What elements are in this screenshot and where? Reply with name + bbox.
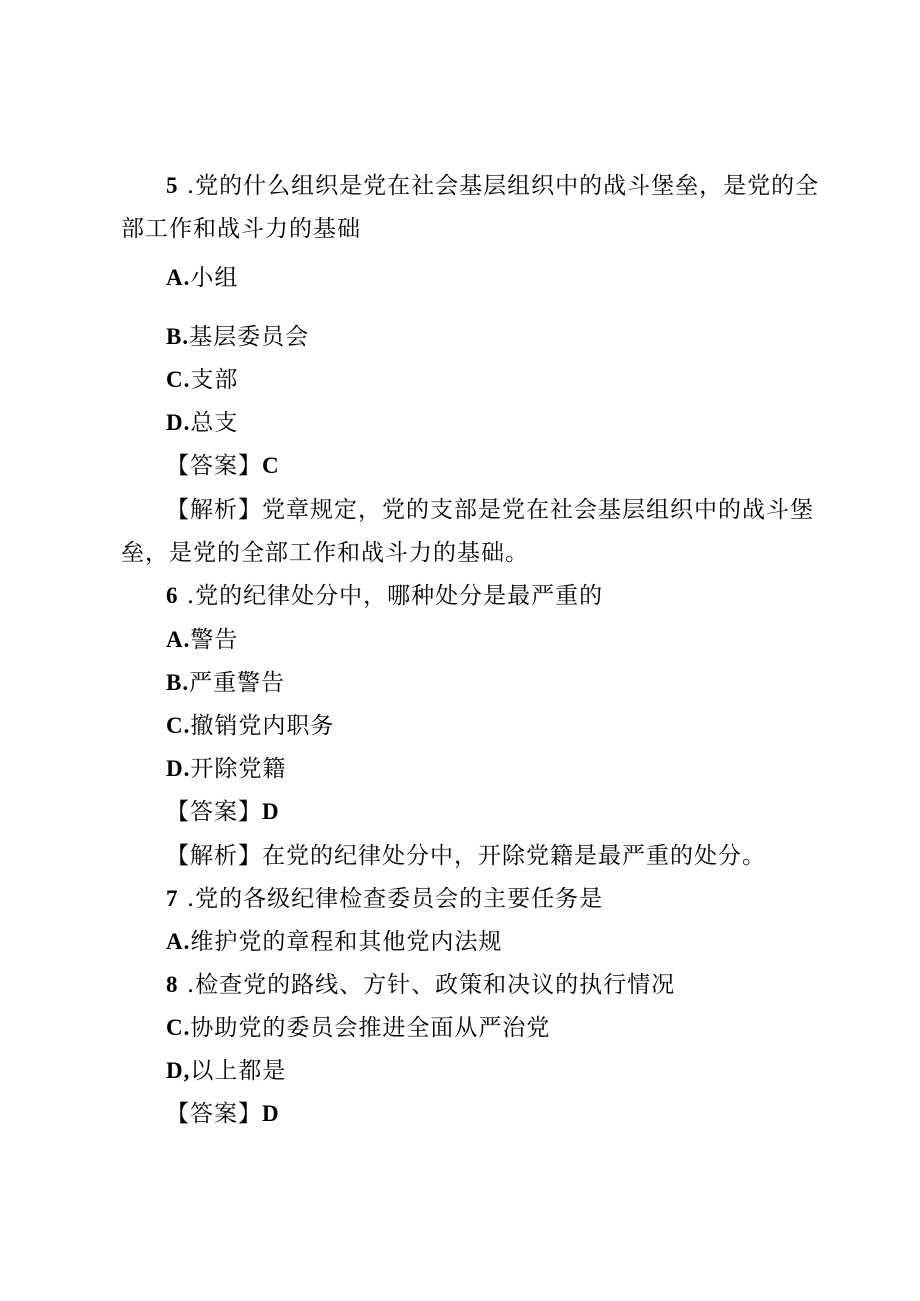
answer-label: 【答案】: [166, 1101, 262, 1127]
question-5-line-1: [166, 172, 819, 200]
option-text: 支部: [190, 367, 239, 393]
option-letter: B.: [166, 324, 190, 349]
q5-option-b: [166, 323, 309, 351]
q5-option-d: [166, 409, 238, 437]
option-letter: C.: [166, 367, 191, 392]
option-letter: A.: [166, 265, 191, 290]
analysis-text: 【解析】在党的纪律处分中，开除党籍是最严重的处分。: [166, 843, 766, 869]
answer-value: C: [262, 453, 280, 478]
q5-option-c: [166, 366, 238, 394]
option-text: 警告: [190, 627, 239, 653]
option-letter: C.: [166, 713, 191, 738]
question-6: [166, 582, 603, 610]
q7-option-b: [166, 971, 675, 999]
option-letter: C.: [166, 1015, 191, 1040]
analysis-text-cont: 垒，是党的全部工作和战斗力的基础。: [121, 540, 529, 566]
answer-label: 【答案】: [166, 453, 262, 479]
q7-option-d: [166, 1057, 286, 1085]
option-letter: A.: [166, 929, 191, 954]
question-5-number: 5: [166, 173, 179, 198]
option-letter: D.: [166, 410, 191, 435]
question-6-text: .党的纪律处分中，哪种处分是最严重的: [186, 583, 604, 609]
option-text: 以上都是: [190, 1058, 287, 1084]
q6-option-d: [166, 755, 286, 783]
option-text: 小组: [190, 265, 239, 291]
question-6-number: 6: [166, 583, 179, 608]
q7-option-a: [166, 928, 502, 956]
q7-answer: [166, 1100, 280, 1128]
q6-option-a: [166, 626, 238, 654]
option-text: 严重警告: [189, 670, 286, 696]
option-text: 维护党的章程和其他党内法规: [190, 929, 503, 955]
question-7: [166, 885, 603, 913]
q5-analysis-line-1: [166, 496, 814, 524]
q5-analysis-line-2: [121, 539, 529, 567]
q5-answer: [166, 452, 280, 480]
option-text: 基层委员会: [189, 324, 310, 350]
q6-answer: [166, 798, 280, 826]
option-letter: A.: [166, 627, 191, 652]
analysis-text: 【解析】党章规定，党的支部是党在社会基层组织中的战斗堡: [166, 497, 814, 523]
q6-analysis: [166, 842, 766, 870]
question-7-text: .党的各级纪律检查委员会的主要任务是: [186, 886, 604, 912]
question-5-line-2: [121, 215, 361, 243]
q5-option-a: [166, 264, 238, 292]
option-letter: 8: [166, 972, 179, 997]
answer-label: 【答案】: [166, 799, 262, 825]
option-letter: B.: [166, 670, 190, 695]
q7-option-c: [166, 1014, 550, 1042]
question-7-number: 7: [166, 886, 179, 911]
option-text: 撤销党内职务: [190, 713, 335, 739]
question-5-text-cont: 部工作和战斗力的基础: [121, 216, 361, 242]
q6-option-c: [166, 712, 334, 740]
answer-value: D: [262, 799, 280, 824]
answer-value: D: [262, 1101, 280, 1126]
option-text: 开除党籍: [190, 756, 287, 782]
option-text: 总支: [190, 410, 239, 436]
option-letter: D.: [166, 756, 191, 781]
option-letter: D,: [166, 1058, 191, 1083]
option-text: 协助党的委员会推进全面从严治党: [190, 1015, 551, 1041]
option-text: .检查党的路线、方针、政策和决议的执行情况: [186, 972, 676, 998]
question-5-text: .党的什么组织是党在社会基层组织中的战斗堡垒，是党的全: [186, 173, 820, 199]
q6-option-b: [166, 669, 285, 697]
